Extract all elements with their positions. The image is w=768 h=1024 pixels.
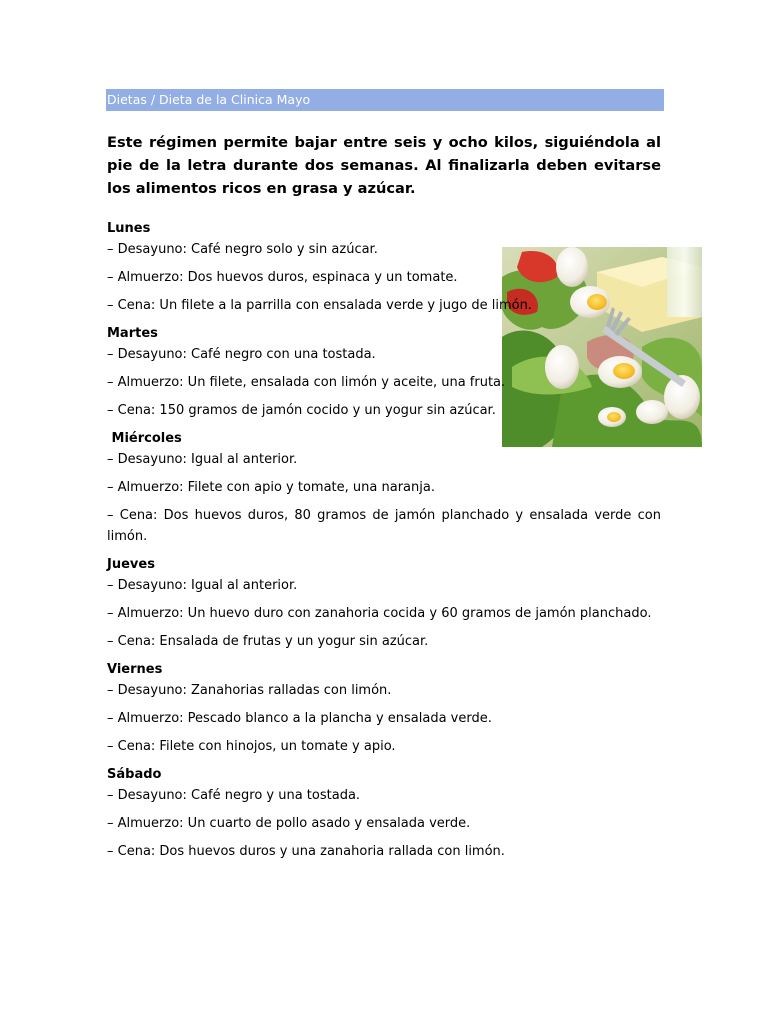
meal-breakfast: – Desayuno: Zanahorias ralladas con limón. [107,683,392,698]
day-heading: Viernes [107,662,163,677]
meal-breakfast: – Desayuno: Igual al anterior. [107,578,298,593]
meal-lunch: – Almuerzo: Un filete, ensalada con limón y aceite, una fruta. [107,375,506,390]
meal-breakfast: – Desayuno: Igual al anterior. [107,452,298,467]
meal-dinner: – Cena: Dos huevos duros y una zanahoria rallada con limón. [107,844,505,859]
meal-lunch: – Almuerzo: Filete con apio y tomate, una naranja. [107,480,435,495]
meal-lunch: – Almuerzo: Dos huevos duros, espinaca y un tomate. [107,270,458,285]
day-heading: Jueves [107,557,155,572]
meal-breakfast: – Desayuno: Café negro y una tostada. [107,788,361,803]
intro-paragraph: Este régimen permite bajar entre seis y ocho kilos, siguiéndola al pie de la letra durante dos semanas. Al finalizarla deben evitarse los alimentos ricos en grasa y azúcar. [107,134,661,197]
day-section-martes [107,323,661,421]
day-section-miercoles [107,428,661,547]
diet-plan [107,218,661,869]
day-section-lunes [107,218,661,316]
meal-dinner: – Cena: Dos huevos duros, 80 gramos de jamón planchado y ensalada verde con limón. [107,508,661,544]
day-section-viernes [107,659,661,757]
meal-lunch: – Almuerzo: Pescado blanco a la plancha y ensalada verde. [107,711,492,726]
day-section-jueves [107,554,661,652]
meal-dinner: – Cena: Filete con hinojos, un tomate y apio. [107,739,396,754]
day-section-sabado [107,764,661,862]
day-heading: Lunes [107,221,151,236]
meal-dinner: – Cena: Un filete a la parrilla con ensalada verde y jugo de limón. [107,298,532,313]
meal-lunch: – Almuerzo: Un cuarto de pollo asado y ensalada verde. [107,816,471,831]
meal-lunch: – Almuerzo: Un huevo duro con zanahoria cocida y 60 gramos de jamón planchado. [107,606,652,621]
meal-breakfast: – Desayuno: Café negro solo y sin azúcar. [107,242,378,257]
meal-dinner: – Cena: 150 gramos de jamón cocido y un yogur sin azúcar. [107,403,496,418]
day-heading: Miércoles [107,431,182,446]
meal-breakfast: – Desayuno: Café negro con una tostada. [107,347,376,362]
breadcrumb: Dietas / Dieta de la Clinica Mayo [106,89,664,111]
day-heading: Martes [107,326,158,341]
meal-dinner: – Cena: Ensalada de frutas y un yogur sin azúcar. [107,634,429,649]
day-heading: Sábado [107,767,162,782]
